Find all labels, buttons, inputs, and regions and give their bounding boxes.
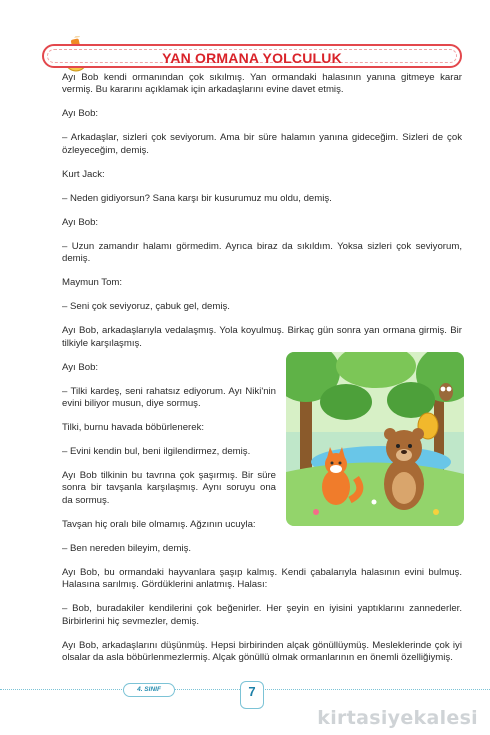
paragraph: Ayı Bob, bu ormandaki hayvanlara şaşıp kalmış. Kendi çabalarıyla halasının evini bulmuş. Halasına sarılmış. Gördüklerini anlatmış. Halası: bbox=[62, 566, 462, 591]
paragraph: – Uzun zamandır halamı görmedim. Ayrıca biraz da sıkıldım. Yoksa sizleri çok seviyorum, demiş. bbox=[62, 240, 462, 265]
paragraph: – Ben nereden bileyim, demiş. bbox=[62, 542, 192, 554]
paragraph: Tilki, burnu havada böbürlenerek: bbox=[62, 422, 205, 434]
paragraph: – Neden gidiyorsun? Sana karşı bir kusurumuz mu oldu, demiş. bbox=[62, 192, 332, 204]
paragraph: – Seni çok seviyoruz, çabuk gel, demiş. bbox=[62, 301, 230, 313]
paragraph: – Bob, buradakiler kendilerini çok beğenirler. Her şeyin en iyisini yaptıklarını zannederler. Birbirlerini hiç sevmezler, demiş. bbox=[62, 603, 462, 627]
paragraph: Ayı Bob, arkadaşlarıyla vedalaşmış. Yola koyulmuş. Birkaç gün sonra yan ormana girmiş. Bir tilkiyle karşılaşmış. bbox=[62, 325, 462, 349]
paragraph: – Arkadaşlar, sizleri çok seviyorum. Ama bir süre halamın yanına gideceğim. Sizleri de çok özleyeceğim, demiş. bbox=[62, 132, 462, 156]
paragraph: Tavşan hiç oralı bile olmamış. Ağzının ucuyla: bbox=[62, 518, 256, 530]
paragraph: Ayı Bob: bbox=[62, 216, 99, 228]
paragraph: Ayı Bob tilkinin bu tavrına çok şaşırmış. Bir süre sonra bir tavşanla karşılaşmış. Aynı soruyu ona da sormuş. bbox=[62, 470, 276, 506]
paragraph: Ayı Bob kendi ormanından çok sıkılmış. Yan ormandaki halasının yanına gitmeye karar vermiş. Bu kararını açıklamak için arkadaşlarını evine davet etmiş. bbox=[62, 72, 462, 96]
paragraph: Maymun Tom: bbox=[62, 277, 123, 289]
paragraph: Ayı Bob: bbox=[62, 108, 99, 120]
paragraph: Kurt Jack: bbox=[62, 168, 105, 180]
forest-animals-illustration bbox=[286, 352, 464, 526]
watermark: kirtasiyekalesi bbox=[317, 707, 478, 729]
page-number: 7 bbox=[240, 681, 264, 709]
paragraph: – Evini kendin bul, beni ilgilendirmez, demiş. bbox=[62, 446, 251, 458]
paragraph: Ayı Bob: bbox=[62, 361, 99, 373]
paragraph: – Tilki kardeş, seni rahatsız ediyorum. Ayı Niki'nin evini biliyor musun, diye sormuş. bbox=[62, 385, 276, 410]
paragraph: Ayı Bob, arkadaşlarını düşünmüş. Hepsi birbirinden alçak gönüllüymüş. Mesleklerinde çok iyi olsalar da asla böbürlenmezlermiş. Alçak gönüllü olmak ormanlarının en önemli özelliğiymiş. bbox=[62, 639, 462, 664]
title-banner bbox=[42, 44, 462, 68]
page-title: YAN ORMANA YOLCULUK bbox=[162, 50, 342, 66]
grade-label: 4. SINIF bbox=[123, 683, 175, 697]
